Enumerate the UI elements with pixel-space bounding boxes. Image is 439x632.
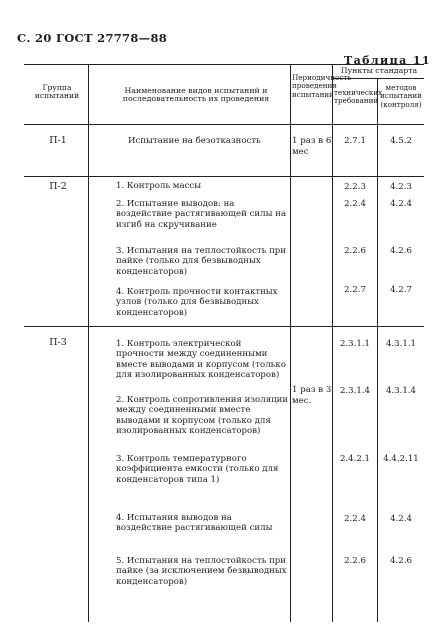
row-divider-p2 — [24, 326, 424, 327]
table-top-rule — [24, 64, 424, 65]
method-ref-p1-1: 4.5.2 — [390, 136, 412, 146]
tech-ref-p3-2: 2.3.1.4 — [339, 386, 371, 396]
test-item-p3-1: 1. Контроль электрической прочности между соединенными вместе выводами и корпусом (только для изолированных конденсаторов) — [116, 339, 286, 381]
group-id-p2: П-2 — [49, 181, 67, 192]
test-item-p2-3: 3. Испытания на теплостойкость при пайке (только для безвыводных конденсаторов) — [116, 246, 287, 277]
table-title: Таблица 11 — [344, 54, 431, 67]
header-periodicity: Периодичность проведения испытаний — [292, 73, 352, 99]
method-ref-p2-3: 4.2.6 — [390, 246, 412, 256]
method-ref-p2-4: 4.2.7 — [390, 285, 412, 295]
test-item-p3-2: 2. Контроль сопротивления изоляции между соединенными вместе выводами и корпусом (только для изолированных конденсаторов) — [116, 395, 289, 437]
test-item-p3-5: 5. Испытания на теплостойкость при пайке (за исключением безвыводных конденсаторов) — [116, 556, 287, 587]
header-bottom-rule — [24, 124, 424, 125]
header-standard-points: Пункты стандарта — [340, 66, 418, 75]
page-header: С. 20 ГОСТ 27778—88 — [17, 31, 168, 45]
tech-ref-p2-2: 2.2.4 — [344, 199, 366, 209]
row-divider-p1 — [24, 176, 424, 177]
periodicity-p3: 1 раз в 3 мес. — [292, 385, 332, 406]
method-ref-p3-5: 4.2.6 — [390, 556, 412, 566]
periodicity-p1: 1 раз в 6 мес — [292, 136, 332, 157]
header-tech-req: технических требований — [334, 88, 383, 106]
test-item-p3-3: 3. Контроль температурного коэффициента емкости (только для конденсаторов типа 1) — [116, 454, 279, 485]
tech-ref-p3-5: 2.2.6 — [344, 556, 366, 566]
tech-ref-p3-3: 2.4.2.1 — [339, 454, 371, 464]
method-ref-p2-2: 4.2.4 — [390, 199, 412, 209]
column-rule-3 — [332, 64, 333, 622]
tech-ref-p3-4: 2.2.4 — [344, 514, 366, 524]
column-rule-2 — [290, 64, 291, 622]
tech-ref-p2-4: 2.2.7 — [344, 285, 366, 295]
tech-ref-p2-3: 2.2.6 — [344, 246, 366, 256]
test-item-p2-2: 2. Испытание выводов: на воздействие растягивающей силы на изгиб на скручивание — [116, 199, 286, 230]
test-item-p2-4: 4. Контроль прочности контактных узлов (только для безвыводных конденсаторов) — [116, 287, 278, 318]
test-item-p1-1: Испытание на безотказность — [128, 136, 261, 146]
test-item-p2-1: 1. Контроль массы — [116, 181, 202, 191]
tech-ref-p1-1: 2.7.1 — [344, 136, 366, 146]
tech-ref-p3-1: 2.3.1.1 — [339, 339, 371, 349]
group-id-p1: П-1 — [49, 135, 67, 146]
header-methods: методов испытаний (контроля) — [380, 83, 422, 109]
column-rule-1 — [88, 64, 89, 622]
header-name: Наименование видов испытаний и последовательность их проведения — [122, 86, 270, 104]
group-id-p3: П-3 — [49, 337, 67, 348]
method-ref-p3-2: 4.3.1.4 — [385, 386, 417, 396]
column-rule-4 — [377, 78, 378, 622]
test-item-p3-4: 4. Испытания выводов на воздействие растягивающей силы — [116, 513, 273, 534]
method-ref-p3-3: 4.4.2.11 — [383, 454, 419, 464]
method-ref-p2-1: 4.2.3 — [390, 182, 412, 192]
header-group: Группа испытаний — [34, 83, 80, 101]
tech-ref-p2-1: 2.2.3 — [344, 182, 366, 192]
method-ref-p3-1: 4.3.1.1 — [385, 339, 417, 349]
method-ref-p3-4: 4.2.4 — [390, 514, 412, 524]
